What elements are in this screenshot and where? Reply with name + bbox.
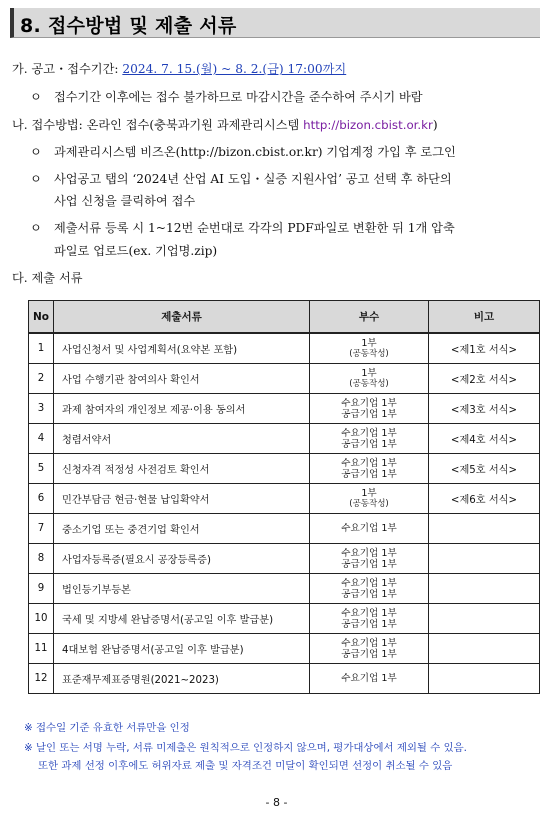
- row-no: 7: [29, 514, 54, 544]
- copies-line-2: 공급기업 1부: [341, 558, 397, 570]
- row-copies: [310, 634, 429, 664]
- copies-line-1: 수요기업 1부: [341, 397, 397, 409]
- row-copies: [310, 424, 429, 454]
- copies-line-2: 공급기업 1부: [341, 408, 397, 420]
- row-document: 사업 수행기관 참여의사 확인서: [54, 364, 310, 394]
- table-row: [29, 424, 540, 454]
- bizon-link[interactable]: http://bizon.cbist.or.kr: [303, 118, 433, 132]
- copies-line-1: 수요기업 1부: [341, 457, 397, 469]
- section-b-label-end: ): [432, 118, 438, 132]
- row-no: 12: [29, 664, 54, 694]
- section-b-bullet-1: [30, 144, 456, 160]
- row-copies: [310, 514, 429, 544]
- table-row: [29, 634, 540, 664]
- footnote-cancellation: 또한 과제 선정 이후에도 허위자료 제출 및 자격조건 미달이 확인되면 선정이 취소될 수 있음: [38, 760, 453, 772]
- row-document: 청렴서약서: [54, 424, 310, 454]
- bullet-text: 사업 신청을 클릭하여 접수: [54, 194, 196, 208]
- copies-line-2: 공급기업 1부: [341, 648, 397, 660]
- section-title: 8. 접수방법 및 제출 서류: [20, 15, 237, 37]
- row-no: 1: [29, 333, 54, 364]
- row-copies: [310, 394, 429, 424]
- section-b-label: 나. 접수방법: 온라인 접수(충북과기원 과제관리시스템: [12, 118, 300, 132]
- row-document: 사업자등록증(필요시 공장등록증): [54, 544, 310, 574]
- row-remarks: <제2호 서식>: [429, 364, 540, 394]
- row-copies: [310, 484, 429, 514]
- section-c-label: 다. 제출 서류: [12, 271, 83, 285]
- page-number: - 8 -: [265, 796, 288, 809]
- row-document: 표준재무제표증명원(2021~2023): [54, 664, 310, 694]
- bullet-text: 사업공고 탭의 ‘2024년 산업 AI 도입・실증 지원사업’ 공고 선택 후 하단의: [54, 172, 452, 186]
- application-period: 2024. 7. 15.(월) ~ 8. 2.(금) 17:00까지: [122, 62, 347, 76]
- row-copies: [310, 364, 429, 394]
- row-no: 3: [29, 394, 54, 424]
- submission-documents-table: [28, 300, 540, 694]
- row-copies: [310, 604, 429, 634]
- header-document: 제출서류: [54, 301, 310, 334]
- row-no: 2: [29, 364, 54, 394]
- row-remarks: <제6호 서식>: [429, 484, 540, 514]
- copies-line-1: 수요기업 1부: [341, 427, 397, 439]
- table-row: [29, 574, 540, 604]
- table-row: [29, 664, 540, 694]
- row-remarks: [429, 514, 540, 544]
- row-remarks: [429, 544, 540, 574]
- copies-line-2: 공급기업 1부: [341, 618, 397, 630]
- copies-line-2: (공동작성): [349, 378, 389, 389]
- copies-line-2: (공동작성): [349, 498, 389, 509]
- footnote-valid-documents: ※ 접수일 기준 유효한 서류만을 인정: [24, 722, 190, 734]
- row-remarks: <제5호 서식>: [429, 454, 540, 484]
- bullet-text: 파일로 업로드(ex. 기업명.zip): [54, 244, 218, 258]
- copies-line-1: 수요기업 1부: [341, 523, 397, 534]
- section-a-label: 가. 공고・접수기간:: [12, 62, 119, 76]
- copies-line-1: 1부: [361, 487, 377, 499]
- row-remarks: [429, 634, 540, 664]
- section-c-line: [12, 270, 83, 286]
- copies-line-1: 수요기업 1부: [341, 637, 397, 649]
- section-b-bullet-3: [30, 220, 455, 236]
- section-b-bullet-2-cont: [54, 193, 195, 209]
- header-copies: 부수: [310, 301, 429, 334]
- row-document: 민간부담금 현금·현물 납입확약서: [54, 484, 310, 514]
- table-row: [29, 454, 540, 484]
- row-remarks: <제4호 서식>: [429, 424, 540, 454]
- section-a-line: [12, 61, 346, 77]
- row-document: 국세 및 지방세 완납증명서(공고일 이후 발급분): [54, 604, 310, 634]
- row-no: 5: [29, 454, 54, 484]
- table-header-row: [29, 301, 540, 334]
- bullet-icon: ㅇ: [30, 172, 42, 186]
- row-no: 8: [29, 544, 54, 574]
- header-remarks: 비고: [429, 301, 540, 334]
- copies-line-1: 1부: [361, 367, 377, 379]
- row-no: 9: [29, 574, 54, 604]
- row-document: 중소기업 또는 중견기업 확인서: [54, 514, 310, 544]
- row-no: 10: [29, 604, 54, 634]
- table-row: [29, 333, 540, 364]
- row-remarks: [429, 604, 540, 634]
- bullet-icon: ㅇ: [30, 90, 42, 104]
- deadline-note: 접수기간 이후에는 접수 불가하므로 마감시간을 준수하여 주시기 바람: [54, 90, 423, 104]
- bullet-icon: ㅇ: [30, 221, 42, 235]
- footnote-missing-signature: ※ 날인 또는 서명 누락, 서류 미제출은 원칙적으로 인정하지 않으며, 평가대상에서 제외될 수 있음.: [24, 742, 467, 754]
- bullet-text: 과제관리시스템 비즈온(http://bizon.cbist.or.kr) 기업계정 가입 후 로그인: [54, 145, 456, 159]
- row-copies: [310, 544, 429, 574]
- row-no: 4: [29, 424, 54, 454]
- row-remarks: <제1호 서식>: [429, 333, 540, 364]
- row-copies: [310, 664, 429, 694]
- row-remarks: <제3호 서식>: [429, 394, 540, 424]
- bullet-text: 제출서류 등록 시 1~12번 순번대로 각각의 PDF파일로 변환한 뒤 1개 압축: [54, 221, 455, 235]
- bullet-icon: ㅇ: [30, 145, 42, 159]
- copies-line-1: 수요기업 1부: [341, 577, 397, 589]
- table-row: [29, 544, 540, 574]
- table-row: [29, 364, 540, 394]
- section-b-bullet-2: [30, 171, 452, 187]
- table-row: [29, 514, 540, 544]
- copies-line-2: 공급기업 1부: [341, 438, 397, 450]
- row-document: 법인등기부등본: [54, 574, 310, 604]
- table-row: [29, 394, 540, 424]
- row-document: 신청자격 적정성 사전검토 확인서: [54, 454, 310, 484]
- row-copies: [310, 333, 429, 364]
- row-remarks: [429, 574, 540, 604]
- copies-line-2: (공동작성): [349, 348, 389, 359]
- row-document: 4대보험 완납증명서(공고일 이후 발급분): [54, 634, 310, 664]
- section-b-bullet-3-cont: [54, 243, 217, 259]
- section-b-line: [12, 117, 438, 133]
- copies-line-1: 수요기업 1부: [341, 547, 397, 559]
- table-row: [29, 484, 540, 514]
- section-a-note: [30, 89, 423, 105]
- table-row: [29, 604, 540, 634]
- row-document: 사업신청서 및 사업계획서(요약본 포함): [54, 333, 310, 364]
- section-title-bar: [10, 8, 540, 38]
- copies-line-1: 1부: [361, 337, 377, 349]
- copies-line-1: 수요기업 1부: [341, 607, 397, 619]
- row-copies: [310, 574, 429, 604]
- header-no: No: [29, 301, 54, 334]
- row-no: 11: [29, 634, 54, 664]
- copies-line-1: 수요기업 1부: [341, 673, 397, 684]
- copies-line-2: 공급기업 1부: [341, 588, 397, 600]
- row-document: 과제 참여자의 개인정보 제공·이용 동의서: [54, 394, 310, 424]
- row-no: 6: [29, 484, 54, 514]
- row-copies: [310, 454, 429, 484]
- copies-line-2: 공급기업 1부: [341, 468, 397, 480]
- row-remarks: [429, 664, 540, 694]
